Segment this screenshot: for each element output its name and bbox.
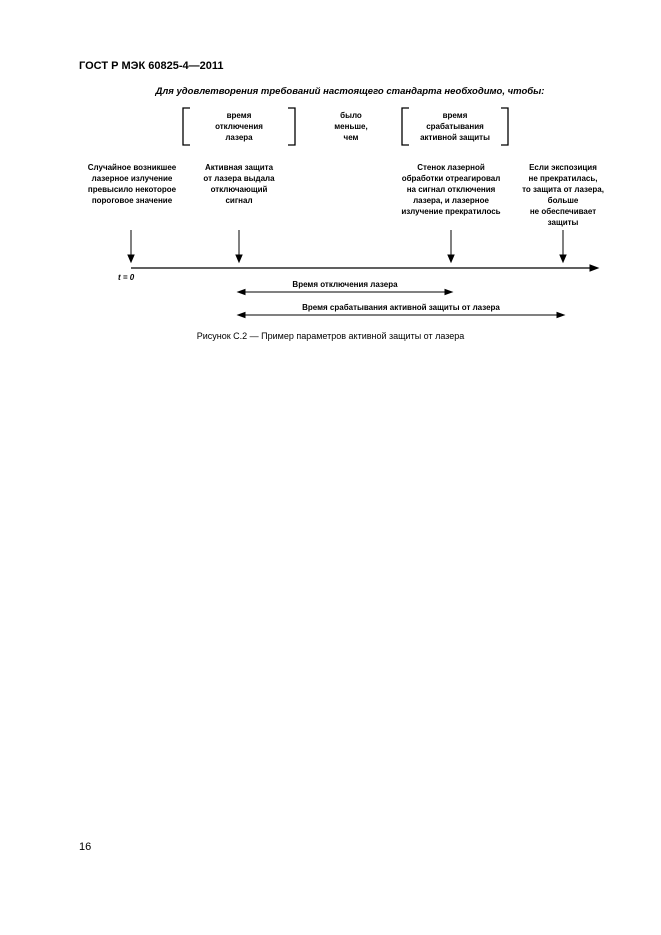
figure-intro: Для удовлетворения требований настоящего стандарта необходимо, чтобы: [155, 86, 545, 97]
event-arrow-1 [128, 230, 134, 262]
protection-interval [238, 313, 564, 318]
time-axis [131, 265, 598, 271]
event-arrow-4 [560, 230, 566, 262]
laser-off-interval-label: Время отключения лазера [292, 280, 398, 289]
protection-time-label: время срабатывания активной защиты [420, 111, 490, 142]
laser-off-time-label: время отключения лазера [215, 111, 263, 142]
figure-caption: Рисунок С.2 — Пример параметров активной защиты от лазера [196, 331, 465, 341]
comparison-label: было меньше, чем [334, 111, 368, 142]
event-1-text: Случайное возникшее лазерное излучение превысило некоторое пороговое значение [87, 163, 177, 205]
event-2-text: Активная защита от лазера выдала отключающий сигнал [203, 163, 275, 205]
event-arrow-3 [448, 230, 454, 262]
page-number: 16 [79, 841, 92, 853]
document-header: ГОСТ Р МЭК 60825-4—2011 [79, 60, 224, 72]
laser-off-interval [238, 290, 452, 295]
event-4-text: Если экспозиция не прекратилась, то защита от лазера, больше не обеспечивает защиты [522, 163, 604, 227]
protection-interval-label: Время срабатывания активной защиты от лазера [302, 303, 500, 312]
time-origin-label: t = 0 [118, 273, 135, 282]
event-arrow-2 [236, 230, 242, 262]
event-3-text: Стенок лазерной обработки отреагировал на сигнал отключения лазера, и лазерное излучение прекратилось [401, 163, 501, 216]
